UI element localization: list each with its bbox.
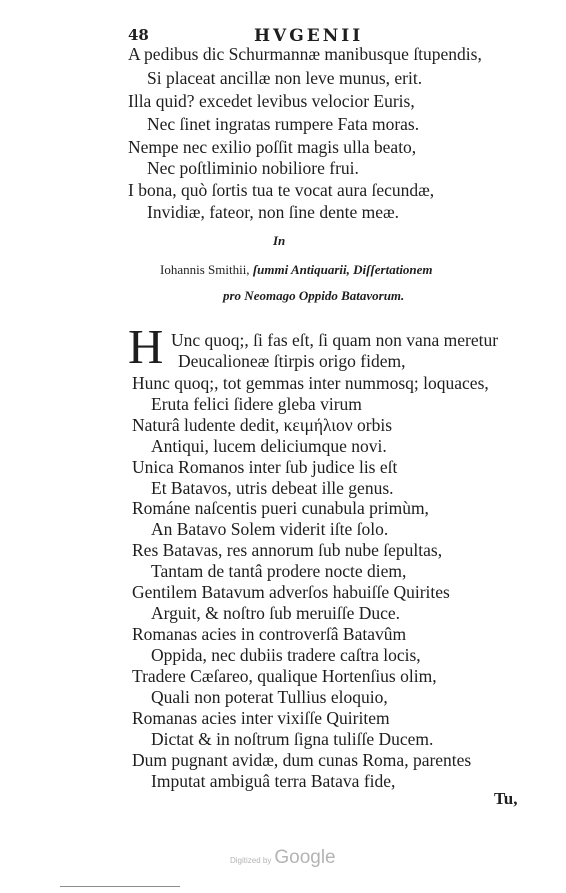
poem-second-line: Naturâ ludente dedit, κειμήλιον orbis (132, 415, 393, 435)
poem-second-line: Románe naſcentis pueri cunabula primùm, (132, 498, 429, 518)
poem-second-line: Unica Romanos inter ſub judice lis eſt (132, 457, 398, 477)
poem-second-line: Imputat ambiguâ terra Batava fide, (151, 771, 396, 791)
title-line-place: pro Neomago Oppido Batavorum. (223, 288, 405, 303)
poem-second-line: Res Batavas, res annorum ſub nube ſepultas, (132, 540, 443, 560)
poem-first-line: Nec ſinet ingratas rumpere Fata moras. (147, 114, 420, 134)
poem-second-line: Antiqui, lucem deliciumque novi. (151, 436, 387, 456)
poem-second-line: Dum pugnant avidæ, dum cunas Roma, parentes (132, 750, 472, 770)
poem-second-line: Arguit, & noſtro ſub meruiſſe Duce. (151, 603, 401, 623)
watermark-small-text: Digitized by (230, 856, 272, 865)
poem-second-line: Romanas acies inter vixiſſe Quiritem (132, 708, 390, 728)
poem-first-line: Nempe nec exilio poſſit magis ulla beato, (128, 137, 417, 157)
poem-second-line: Hunc quoq;, tot gemmas inter nummosq; loquaces, (132, 373, 489, 393)
page-number: 48 (128, 26, 149, 44)
title-line-dedication (160, 262, 433, 278)
poem-second-line: Quali non poterat Tullius eloquio, (151, 687, 388, 707)
poem-second-line: Eruta felici ſidere gleba virum (151, 394, 362, 414)
poem-second-line: Dictat & in noſtrum ſigna tuliſſe Ducem. (151, 729, 434, 749)
poem-first-line: Invidiæ, fateor, non ſine dente meæ. (147, 202, 400, 222)
poem-first-line: A pedibus dic Schurmannæ manibusque ſtupendis, (128, 44, 482, 64)
bottom-rule (60, 886, 180, 887)
poem-second-line: Et Batavos, utris debeat ille genus. (151, 478, 394, 498)
poem-second-line: Gentilem Batavum adverſos habuiſſe Quirites (132, 582, 450, 602)
digitized-watermark (230, 847, 336, 869)
poem-first-line: Nec poſtliminio nobiliore frui. (147, 158, 359, 178)
title-subject: ſummi Antiquarii, Diſſertationem (252, 262, 433, 277)
poem-second-line: Romanas acies in controverſâ Batavûm (132, 624, 407, 644)
catchword: Tu, (494, 789, 518, 808)
title-line-in: In (273, 233, 286, 248)
poem-second-line: Oppida, nec dubiis tradere caſtra locis, (151, 645, 421, 665)
title-author-name: Iohannis Smithii, (160, 262, 250, 277)
drop-cap: H (128, 319, 164, 374)
poem-first-line: Si placeat ancillæ non leve munus, erit. (147, 68, 423, 88)
poem-second-line: An Batavo Solem viderit iſte ſolo. (151, 519, 389, 539)
poem-first-line: Illa quid? excedet levibus velocior Euris, (128, 91, 415, 111)
poem-second-line: Deucalioneæ ſtirpis origo fidem, (178, 351, 406, 371)
poem-second-line: Tantam de tantâ prodere nocte diem, (151, 561, 407, 581)
watermark-brand-text: Google (274, 847, 336, 868)
running-title: HVGENII (254, 26, 364, 46)
poem-second-line: Unc quoq;, ſi fas eſt, ſi quam non vana meretur (171, 330, 499, 350)
poem-second-line: Tradere Cæſareo, qualique Hortenſius olim, (132, 666, 437, 686)
poem-first-line: I bona, quò ſortis tua te vocat aura ſecundæ, (128, 180, 435, 200)
